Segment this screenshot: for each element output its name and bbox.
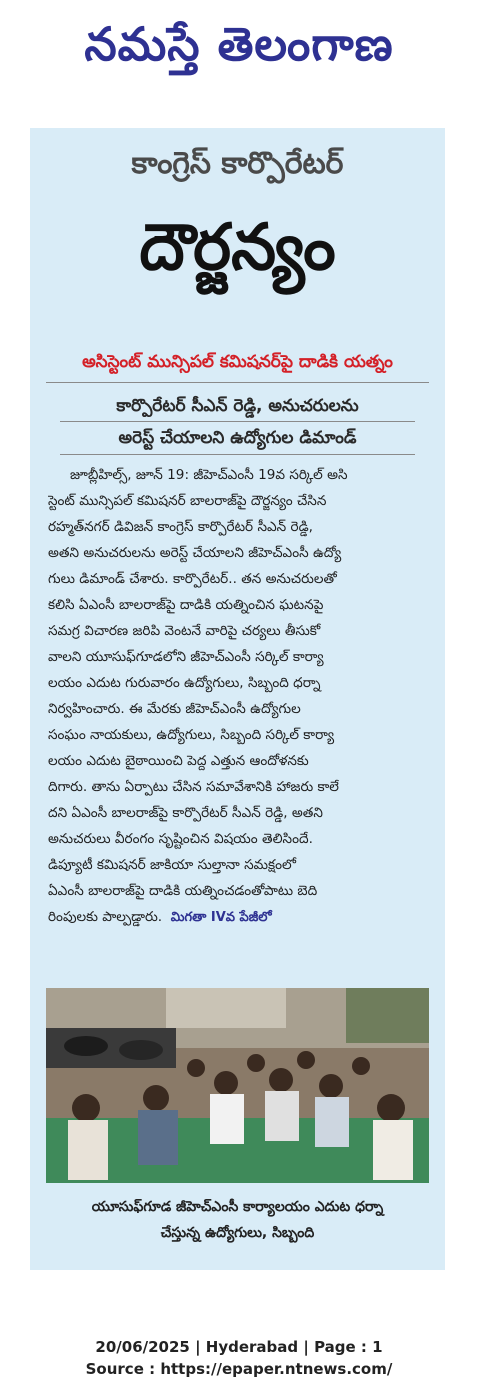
masthead-title: నమస్తే తెలంగాణ	[84, 17, 394, 71]
article-body	[48, 462, 428, 930]
body-line: అతని అనుచరులను అరెస్ట్ చేయాలని జీహెచ్‌ఎంసీ ఉద్యో	[48, 545, 342, 561]
body-line: సమగ్ర విచారణ జరిపి వెంటనే వారిపై చర్యలు తీసుకో	[48, 623, 321, 639]
caption-line-2: చేస్తున్న ఉద్యోగులు, సిబ్బంది	[160, 1225, 315, 1241]
protest-photo	[46, 988, 429, 1183]
article-headline: దౌర్జన్యం	[139, 211, 336, 285]
body-line: గులు డిమాండ్ చేశారు. కార్పొరేటర్.. తన అనుచరులతో	[48, 571, 337, 587]
body-line: దిగారు. తాను ఏర్పాటు చేసిన సమావేశానికి హాజరు కాలే	[48, 779, 339, 795]
continued-on-page: మిగతా IVవ పేజీలో	[170, 910, 272, 925]
masthead	[0, 0, 478, 100]
body-line: స్టెంట్ మున్సిపల్ కమిషనర్ బాలరాజ్‌పై దౌర్జన్యం చేసిన	[48, 493, 327, 509]
article-deck-red: అసిస్టెంట్ మున్సిపల్ కమిషనర్‌పై దాడికి యత్నం	[46, 352, 429, 383]
caption-line-1: యూసుఫ్‌గూడ జీహెచ్‌ఎంసీ కార్యాలయం ఎదుట ధర్నా	[91, 1199, 384, 1215]
news-clipping	[30, 128, 445, 1270]
source-link[interactable]: Source : https://epaper.ntnews.com/	[85, 1360, 393, 1378]
body-line-text: రింపులకు పాల్పడ్డారు.	[48, 909, 163, 925]
photo-caption	[30, 1194, 445, 1246]
body-line-last	[48, 904, 428, 930]
deck-divider	[60, 421, 415, 422]
article-kicker: కాంగ్రెస్ కార్పొరేటర్	[131, 146, 344, 181]
body-line: డిప్యూటీ కమిషనర్ జాకియా సుల్తానా సమక్షంలో	[48, 857, 296, 873]
body-line: సంఘం నాయకులు, ఉద్యోగులు, సిబ్బంది సర్కిల్ కార్యా	[48, 727, 335, 743]
body-line: కలిసి ఏఎంసీ బాలరాజ్‌పై దాడికి యత్నించిన ఘటనపై	[48, 597, 324, 613]
body-line: అనుచరులు వీరంగం సృష్టించిన విషయం తెలిసిందే.	[48, 831, 313, 847]
body-line: లయం ఎదుట గురువారం ఉద్యోగులు, సిబ్బంది ధర్నా	[48, 675, 321, 691]
article-deck-line-1: కార్పొరేటర్ సీఎన్ రెడ్డి, అనుచరులను	[116, 396, 359, 416]
body-line: నిర్వహించారు. ఈ మేరకు జీహెచ్‌ఎంసీ ఉద్యోగుల	[48, 701, 301, 717]
body-line: వాలని యూసుఫ్‌గూడలోని జీహెచ్‌ఎంసీ సర్కిల్ కార్యా	[48, 649, 324, 665]
body-line: దని ఏఎంసీ బాలరాజ్‌పై కార్పొరేటర్ సీఎన్ రెడ్డి, అతని	[48, 805, 323, 821]
deck-divider	[60, 454, 415, 455]
body-line: జూబ్లీహిల్స్, జూన్ 19: జీహెచ్‌ఎంసీ 19వ సర్కిల్ అసి	[70, 467, 348, 483]
body-line: లయం ఎదుట బైఠాయించి పెద్ద ఎత్తున ఆందోళనకు	[48, 753, 309, 769]
article-deck-line-2: అరెస్ట్ చేయాలని ఉద్యోగుల డిమాండ్	[118, 428, 357, 448]
body-line: రహ్మత్‌నగర్ డివిజన్ కాంగ్రెస్ కార్పొరేటర్ సీఎన్ రెడ్డి,	[48, 519, 313, 535]
protest-photo-image	[46, 988, 429, 1183]
edition-info: 20/06/2025 | Hyderabad | Page : 1	[95, 1338, 383, 1356]
body-line: ఏఎంసీ బాలరాజ్‌పై దాడికి యత్నించడంతోపాటు బెది	[48, 883, 318, 899]
